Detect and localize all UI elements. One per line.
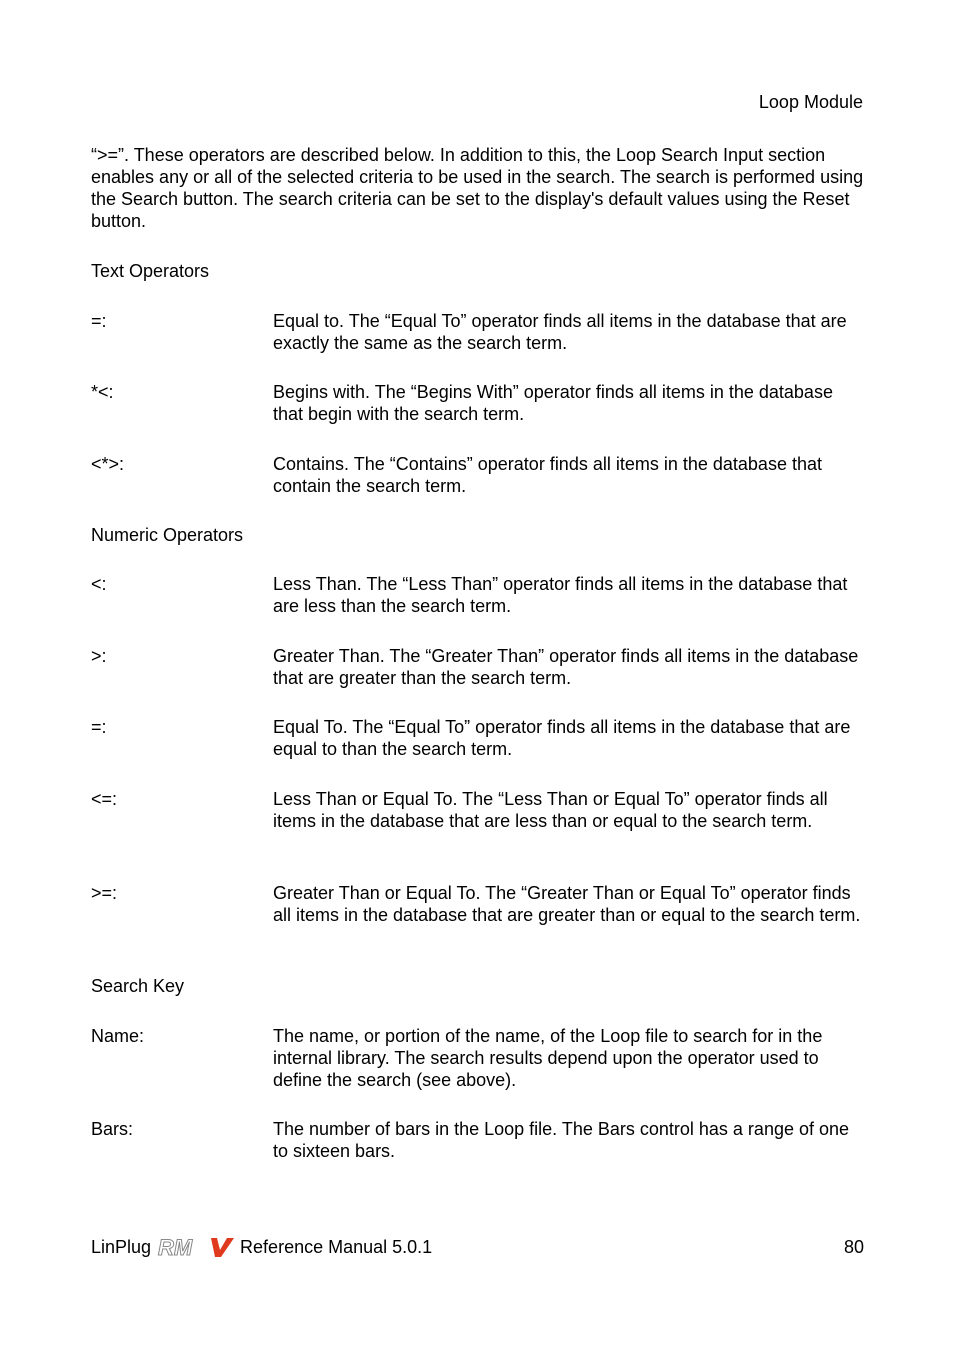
running-header: Loop Module: [758, 92, 863, 112]
definition-term: <*>:: [91, 454, 125, 474]
definition-description: Less Than or Equal To. The “Less Than or Equal To” operator finds all items in the database that are less than or equal to the search term.: [273, 789, 828, 831]
svg-text:RM: RM: [158, 1236, 193, 1258]
definition-term: Name:: [91, 1026, 145, 1046]
definition-description: Equal To. The “Equal To” operator finds all items in the database that are equal to than the search term.: [273, 717, 851, 759]
definition-term: <=:: [91, 789, 118, 809]
page-footer: [91, 1236, 864, 1260]
definition-term: *<:: [91, 382, 114, 402]
intro-paragraph: “>=”. These operators are described below. In addition to this, the Loop Search Input section enables any or all of the selected criteria to be used in the search. The search is performed using the Search button. The search criteria can be set to the display's default values using the Reset button.: [91, 145, 864, 231]
definition-term: >:: [91, 646, 107, 666]
definition-description: Begins with. The “Begins With” operator finds all items in the database that begin with the search term.: [273, 382, 833, 424]
definition-term: Bars:: [91, 1119, 134, 1139]
definition-term: >=:: [91, 883, 118, 903]
definition-term: <:: [91, 574, 107, 594]
search-key-heading: Search Key: [91, 976, 185, 996]
definition-description: Greater Than or Equal To. The “Greater Than or Equal To” operator finds all items in the database that are greater than or equal to the search term.: [273, 883, 861, 925]
footer-brand: LinPlug: [91, 1237, 152, 1257]
footer-left: [91, 1236, 432, 1258]
definition-description: Contains. The “Contains” operator finds all items in the database that contain the search term.: [273, 454, 822, 496]
page-number: 80: [843, 1237, 864, 1257]
definition-description: The number of bars in the Loop file. The Bars control has a range of one to sixteen bars.: [273, 1119, 850, 1161]
definition-description: Less Than. The “Less Than” operator finds all items in the database that are less than the search term.: [273, 574, 848, 616]
definition-term: =:: [91, 717, 107, 737]
numeric-operators-heading: Numeric Operators: [91, 525, 244, 545]
footer-manual-title: Reference Manual 5.0.1: [240, 1237, 433, 1257]
rmv-logo-icon: [157, 1236, 234, 1258]
definition-description: Greater Than. The “Greater Than” operator finds all items in the database that are greater than the search term.: [273, 646, 859, 688]
definition-term: =:: [91, 311, 107, 331]
text-operators-heading: Text Operators: [91, 261, 210, 281]
definition-description: Equal to. The “Equal To” operator finds all items in the database that are exactly the same as the search term.: [273, 311, 847, 353]
definition-description: The name, or portion of the name, of the Loop file to search for in the internal library. The search results depend upon the operator used to define the search (see above).: [273, 1026, 823, 1090]
